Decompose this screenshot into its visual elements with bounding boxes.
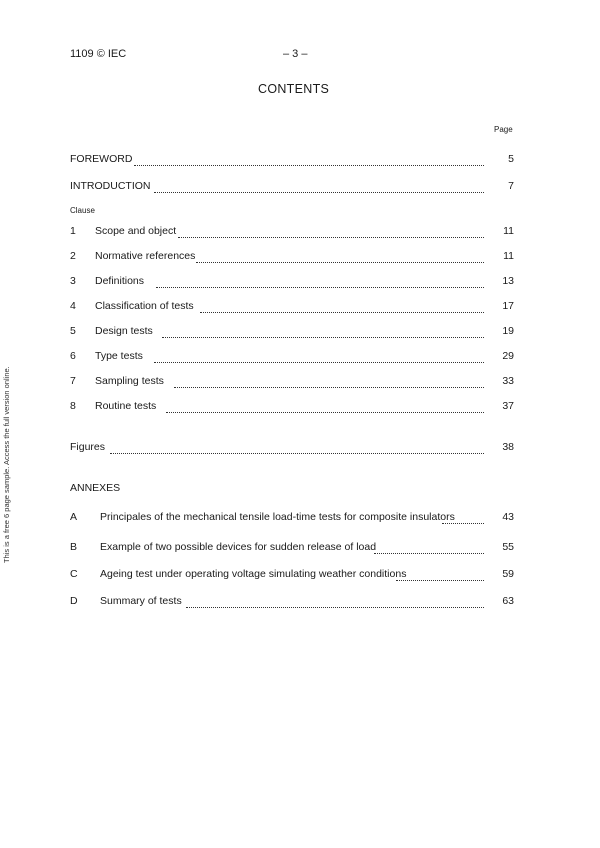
toc-label: Ageing test under operating voltage simulating weather conditions xyxy=(100,568,407,580)
toc-page: 13 xyxy=(502,275,514,287)
sample-notice: This is a free 6 page sample. Access the full version online. xyxy=(2,366,11,563)
clause-number: 8 xyxy=(70,400,76,412)
toc-row-clause-7[interactable] xyxy=(70,375,514,389)
toc-label: Definitions xyxy=(95,275,145,287)
toc-row-annex-c[interactable] xyxy=(70,568,514,582)
toc-page: 55 xyxy=(502,541,514,553)
toc-page: 11 xyxy=(503,225,514,237)
toc-row-figures[interactable] xyxy=(70,441,514,455)
annex-letter: C xyxy=(70,568,78,580)
toc-label: Type tests xyxy=(95,350,143,362)
page-column-label: Page xyxy=(494,125,513,134)
toc-label: Figures xyxy=(70,441,106,453)
clause-number: 1 xyxy=(70,225,76,237)
toc-row-annex-d[interactable] xyxy=(70,595,514,609)
toc-page: 37 xyxy=(502,400,514,412)
leader-dots xyxy=(200,300,484,313)
toc-label: Example of two possible devices for sudden release of load xyxy=(100,541,377,553)
clause-number: 4 xyxy=(70,300,76,312)
leader-dots xyxy=(178,225,484,238)
toc-row-clause-6[interactable] xyxy=(70,350,514,364)
toc-row-clause-8[interactable] xyxy=(70,400,514,414)
leader-dots xyxy=(162,325,484,338)
toc-page: 7 xyxy=(508,180,514,192)
leader-dots xyxy=(374,541,484,554)
toc-label: Scope and object xyxy=(95,225,177,237)
toc-page: 43 xyxy=(502,511,514,523)
leader-dots xyxy=(186,595,484,608)
toc-label: Routine tests xyxy=(95,400,157,412)
leader-dots xyxy=(196,250,484,263)
toc-page: 63 xyxy=(502,595,514,607)
clause-number: 7 xyxy=(70,375,76,387)
clause-number: 3 xyxy=(70,275,76,287)
toc-page: 38 xyxy=(502,441,514,453)
clause-number: 2 xyxy=(70,250,76,262)
toc-row-clause-1[interactable] xyxy=(70,225,514,239)
toc-row-introduction[interactable] xyxy=(70,180,514,194)
annex-letter: B xyxy=(70,541,78,553)
annex-letter: D xyxy=(70,595,78,607)
toc-row-annex-a[interactable] xyxy=(70,511,514,525)
leader-dots xyxy=(396,568,484,581)
toc-row-clause-5[interactable] xyxy=(70,325,514,339)
toc-page: 19 xyxy=(502,325,514,337)
page-title: CONTENTS xyxy=(258,82,330,96)
leader-dots xyxy=(134,153,484,166)
toc-page: 17 xyxy=(502,300,514,312)
leader-dots xyxy=(154,180,484,193)
header-left: 1109 © IEC xyxy=(70,48,127,60)
toc-page: 11 xyxy=(503,250,514,262)
toc-row-clause-2[interactable] xyxy=(70,250,514,264)
toc-label: Sampling tests xyxy=(95,375,164,387)
page-number: – 3 – xyxy=(283,48,308,60)
toc-page: 33 xyxy=(502,375,514,387)
toc-row-clause-3[interactable] xyxy=(70,275,514,289)
toc-label: Principales of the mechanical tensile load-time tests for composite insulators xyxy=(100,511,455,523)
annexes-heading: ANNEXES xyxy=(70,482,121,494)
toc-label: FOREWORD xyxy=(70,153,133,165)
leader-dots xyxy=(110,441,484,454)
toc-row-annex-b[interactable] xyxy=(70,541,514,555)
toc-page: 5 xyxy=(508,153,514,165)
leader-dots xyxy=(166,400,484,413)
toc-page: 29 xyxy=(502,350,514,362)
clause-number: 6 xyxy=(70,350,76,362)
toc-label: Normative references xyxy=(95,250,196,262)
annex-letter: A xyxy=(70,511,78,523)
toc-label: Classification of tests xyxy=(95,300,194,312)
toc-label: INTRODUCTION xyxy=(70,180,151,192)
toc-label: Design tests xyxy=(95,325,153,337)
leader-dots xyxy=(442,511,484,524)
clause-number: 5 xyxy=(70,325,76,337)
leader-dots xyxy=(156,275,484,288)
clause-label: Clause xyxy=(70,206,95,215)
toc-page: 59 xyxy=(502,568,514,580)
toc-row-clause-4[interactable] xyxy=(70,300,514,314)
toc-row-foreword[interactable] xyxy=(70,153,514,167)
toc-label: Summary of tests xyxy=(100,595,182,607)
leader-dots xyxy=(174,375,484,388)
leader-dots xyxy=(154,350,484,363)
